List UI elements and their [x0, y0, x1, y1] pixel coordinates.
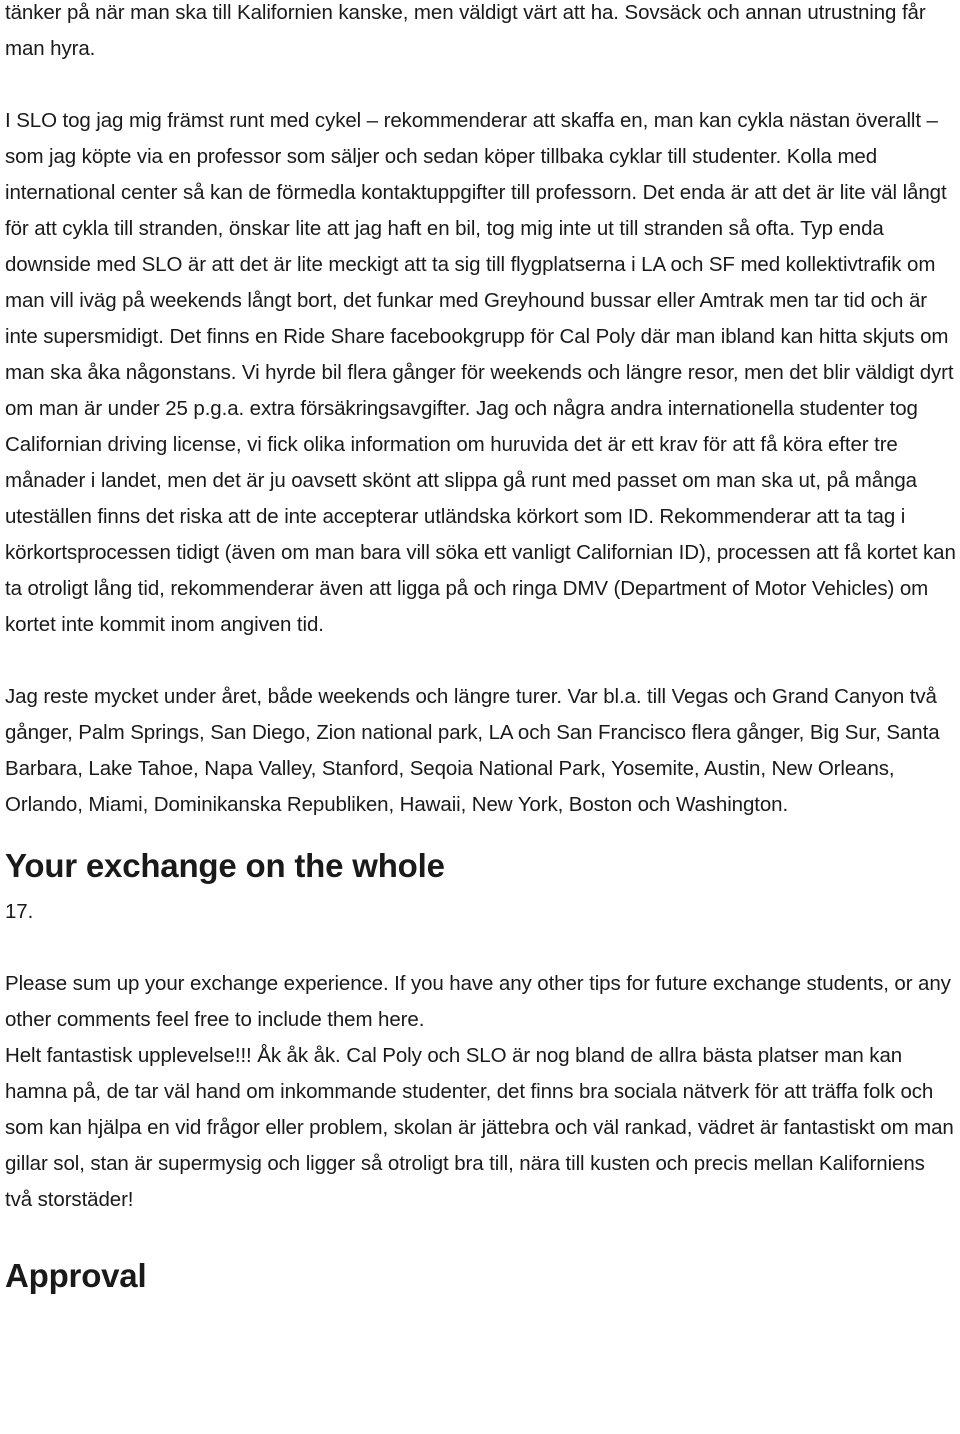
paragraph-equipment: tänker på när man ska till Kalifornien kanske, men väldigt värt att ha. Sovsäck och annan utrustning får man hyra.	[5, 1, 926, 60]
paragraph-transport: I SLO tog jag mig främst runt med cykel – rekommenderar att skaffa en, man kan cykla nästan överallt – som jag köpte via en professor som säljer och sedan köper tillbaka cyklar till studenter. Kolla med international center så kan de förmedla kontaktuppgifter till professorn. Det enda är att det är lite väl långt för att cykla till stranden, önskar lite att jag haft en bil, tog mig inte ut till stranden så ofta. Typ enda downside med SLO är att det är lite meckigt att ta sig till flygplatserna i LA och SF med kollektivtrafik om man vill iväg på weekends långt bort, det funkar med Greyhound bussar eller Amtrak men tar tid och är inte supersmidigt. Det finns en Ride Share facebookgrupp för Cal Poly där man ibland kan hitta skjuts om man ska åka någonstans. Vi hyrde bil flera gånger för weekends och längre resor, men det blir väldigt dyrt om man är under 25 p.g.a. extra försäkringsavgifter. Jag och några andra internationella studenter tog Californian driving license, vi fick olika information om huruvida det är ett krav för att få köra efter tre månader i landet, men det är ju oavsett skönt att slippa gå runt med passet om man ska ut, på många uteställen finns det riska att de inte accepterar utländska körkort som ID. Rekommenderar att ta tag i körkortsprocessen tidigt (även om man bara vill söka ett vanligt Californian ID), processen att få kortet kan ta otroligt lång tid, rekommenderar även att ligga på och ringa DMV (Department of Motor Vehicles) om kortet inte kommit inom angiven tid.	[5, 109, 956, 636]
spacer	[5, 643, 957, 679]
question-number: 17.	[5, 900, 34, 923]
document-page	[5, 0, 957, 1298]
question-text: Please sum up your exchange experience. If you have any other tips for future exchange students, or any other comments feel free to include them here.	[5, 972, 951, 1031]
answer-text: Helt fantastisk upplevelse!!! Åk åk åk. Cal Poly och SLO är nog bland de allra bästa platser man kan hamna på, de tar väl hand om inkommande studenter, det finns bra sociala nätverk för att träffa folk och som kan hjälpa en vid frågor eller problem, skolan är jättebra och väl rankad, vädret är fantastiskt om man gillar sol, stan är supermysig och ligger så otroligt bra till, nära till kusten och precis mellan Kaliforniens två storstäder!	[5, 1044, 954, 1211]
spacer	[5, 930, 957, 966]
paragraph-travel: Jag reste mycket under året, både weekends och längre turer. Var bl.a. till Vegas och Grand Canyon två gånger, Palm Springs, San Diego, Zion national park, LA och San Francisco flera gånger, Big Sur, Santa Barbara, Lake Tahoe, Napa Valley, Stanford, Seqoia National Park, Yosemite, Austin, New Orleans, Orlando, Miami, Dominikanska Republiken, Hawaii, New York, Boston och Washington.	[5, 685, 940, 816]
section-heading-approval: Approval	[5, 1257, 147, 1294]
section-heading-exchange-whole: Your exchange on the whole	[5, 847, 445, 884]
spacer	[5, 67, 957, 103]
